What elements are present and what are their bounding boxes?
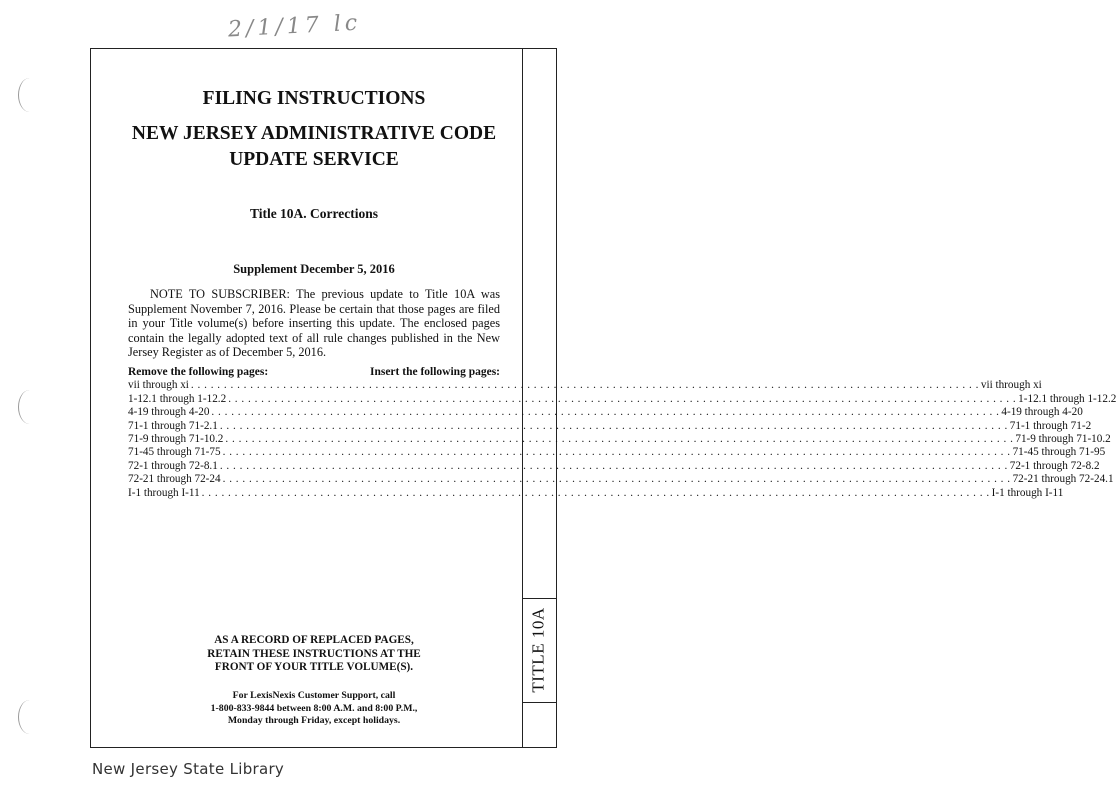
insert-pages: 71-9 through 71-10.2	[1015, 433, 1111, 446]
remove-pages: vii through xi	[128, 379, 189, 392]
remove-pages: I-1 through I-11	[128, 486, 200, 499]
table-row	[128, 379, 1042, 392]
tab-label-bottom-rule	[522, 702, 556, 703]
record-notice-line: FRONT OF YOUR TITLE VOLUME(S).	[214, 661, 414, 673]
tab-label-top-rule	[522, 598, 556, 599]
title-heading: Title 10A. Corrections	[249, 206, 379, 221]
code-heading-line-2: UPDATE SERVICE	[229, 149, 399, 170]
punch-hole-bottom	[18, 700, 41, 734]
pages-table-body	[128, 379, 1116, 500]
remove-pages: 71-9 through 71-10.2	[128, 433, 224, 446]
insert-pages: I-1 through I-11	[991, 486, 1064, 499]
remove-pages: 71-45 through 71-75	[128, 446, 221, 459]
insert-pages: vii through xi	[980, 379, 1042, 392]
table-row	[128, 392, 1116, 406]
table-row	[128, 406, 1083, 419]
table-row	[128, 486, 1064, 500]
dot-leader: . . . . . . . . . . . . . . . . . . . . . . . . . . . . . . . . . . . . . . . . . . . . . . . . . . . . . . . . . . . . . . . . . . . . . . . . . . . . . . . . . . . . . . . . . . . . . . . . . . . . . . . . . . . . . . . . . . . . . . . .	[190, 379, 979, 392]
table-row	[128, 473, 1114, 486]
dot-leader: . . . . . . . . . . . . . . . . . . . . . . . . . . . . . . . . . . . . . . . . . . . . . . . . . . . . . . . . . . . . . . . . . . . . . . . . . . . . . . . . . . . . . . . . . . . . . . . . . . . . . . . . . . . . . . . . . . . . . . . .	[219, 459, 1008, 472]
remove-header: Remove the following pages:	[128, 366, 269, 378]
insert-pages: 1-12.1 through 1-12.2	[1018, 392, 1116, 405]
remove-pages: 72-1 through 72-8.1	[128, 459, 218, 472]
remove-pages: 1-12.1 through 1-12.2	[128, 392, 227, 405]
punch-hole-top	[18, 78, 41, 112]
dot-leader: . . . . . . . . . . . . . . . . . . . . . . . . . . . . . . . . . . . . . . . . . . . . . . . . . . . . . . . . . . . . . . . . . . . . . . . . . . . . . . . . . . . . . . . . . . . . . . . . . . . . . . . . . . . . . . . . . . . . . . . .	[211, 406, 1000, 419]
library-stamp: New Jersey State Library	[92, 760, 285, 778]
dot-leader: . . . . . . . . . . . . . . . . . . . . . . . . . . . . . . . . . . . . . . . . . . . . . . . . . . . . . . . . . . . . . . . . . . . . . . . . . . . . . . . . . . . . . . . . . . . . . . . . . . . . . . . . . . . . . . . . . . . . . . . .	[222, 473, 1011, 486]
code-heading-line-1: NEW JERSEY ADMINISTRATIVE CODE	[131, 123, 497, 144]
table-row	[128, 419, 1092, 433]
pages-table	[128, 366, 1116, 500]
table-row	[128, 433, 1111, 446]
filing-instructions-heading: FILING INSTRUCTIONS	[202, 88, 426, 109]
customer-support	[128, 690, 500, 728]
record-notice-line: RETAIN THESE INSTRUCTIONS AT THE	[207, 647, 421, 660]
supplement-date: Supplement December 5, 2016	[233, 262, 395, 276]
support-line: Monday through Friday, except holidays.	[227, 715, 401, 726]
dot-leader: . . . . . . . . . . . . . . . . . . . . . . . . . . . . . . . . . . . . . . . . . . . . . . . . . . . . . . . . . . . . . . . . . . . . . . . . . . . . . . . . . . . . . . . . . . . . . . . . . . . . . . . . . . . . . . . . . . . . . . . .	[222, 446, 1011, 459]
record-notice	[128, 634, 500, 675]
remove-pages: 72-21 through 72-24	[128, 473, 221, 486]
pages-table-header	[128, 366, 500, 379]
insert-pages: 71-45 through 71-95	[1012, 446, 1106, 459]
dot-leader: . . . . . . . . . . . . . . . . . . . . . . . . . . . . . . . . . . . . . . . . . . . . . . . . . . . . . . . . . . . . . . . . . . . . . . . . . . . . . . . . . . . . . . . . . . . . . . . . . . . . . . . . . . . . . . . . . . . . . . . .	[219, 419, 1008, 432]
tab-label	[525, 600, 553, 700]
handwritten-note: 2/1/17 lc	[227, 10, 362, 43]
insert-pages: 72-1 through 72-8.2	[1009, 459, 1100, 472]
insert-pages: 4-19 through 4-20	[1001, 406, 1083, 419]
insert-pages: 72-21 through 72-24.1	[1012, 473, 1114, 486]
remove-pages: 4-19 through 4-20	[128, 406, 210, 419]
record-notice-line: AS A RECORD OF REPLACED PAGES,	[214, 634, 414, 646]
table-row	[128, 459, 1100, 473]
dot-leader: . . . . . . . . . . . . . . . . . . . . . . . . . . . . . . . . . . . . . . . . . . . . . . . . . . . . . . . . . . . . . . . . . . . . . . . . . . . . . . . . . . . . . . . . . . . . . . . . . . . . . . . . . . . . . . . . . . . . . . . .	[225, 433, 1014, 446]
insert-header: Insert the following pages:	[369, 366, 500, 378]
table-row	[128, 446, 1106, 459]
tab-label-text: TITLE 10A	[529, 607, 549, 693]
punch-hole-middle	[18, 390, 41, 424]
subscriber-note: NOTE TO SUBSCRIBER: The previous update to Title 10A was Supplement November 7, 2016. Please be certain that those pages are filed in your Title volume(s) before inserting this update. The enclosed pages contain the legally adopted text of all rule changes published in the New Jersey Register as of December 5, 2016.	[128, 287, 500, 360]
support-line: 1-800-833-9844 between 8:00 A.M. and 8:00 P.M.,	[210, 702, 418, 714]
dot-leader: . . . . . . . . . . . . . . . . . . . . . . . . . . . . . . . . . . . . . . . . . . . . . . . . . . . . . . . . . . . . . . . . . . . . . . . . . . . . . . . . . . . . . . . . . . . . . . . . . . . . . . . . . . . . . . . . . . . . . . . .	[228, 392, 1017, 405]
dot-leader: . . . . . . . . . . . . . . . . . . . . . . . . . . . . . . . . . . . . . . . . . . . . . . . . . . . . . . . . . . . . . . . . . . . . . . . . . . . . . . . . . . . . . . . . . . . . . . . . . . . . . . . . . . . . . . . . . . . . . . . .	[201, 486, 990, 499]
remove-pages: 71-1 through 71-2.1	[128, 419, 218, 432]
insert-pages: 71-1 through 71-2	[1009, 419, 1092, 432]
code-heading	[128, 121, 500, 173]
support-line: For LexisNexis Customer Support, call	[232, 690, 396, 701]
